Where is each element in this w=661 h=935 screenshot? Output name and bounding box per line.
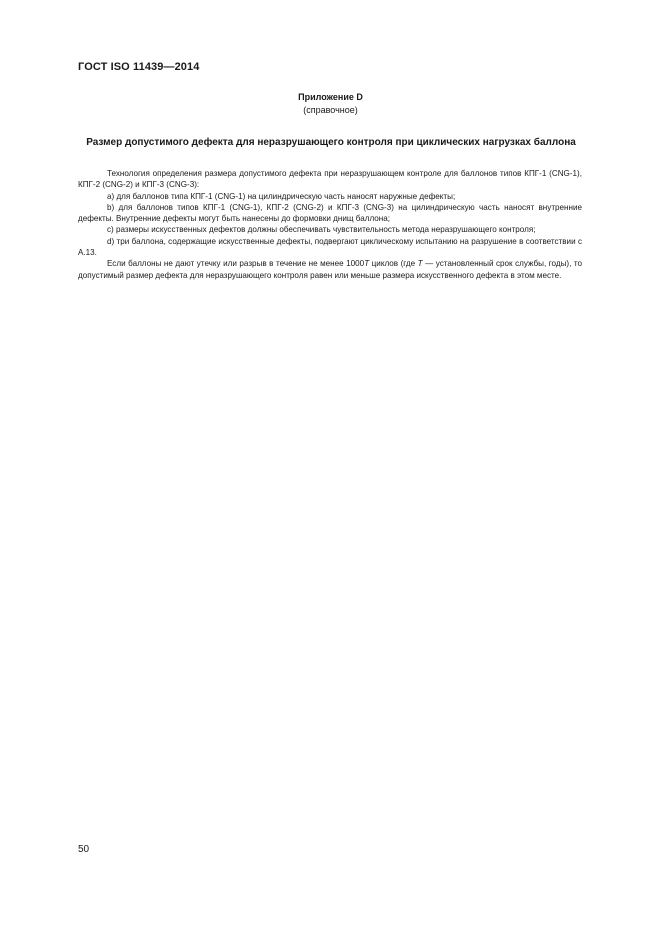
- variable-t: T: [364, 259, 370, 269]
- conclusion-text-1: Если баллоны не дают утечку или разрыв в течение не менее 1000: [107, 259, 365, 269]
- page-number: 50: [78, 844, 90, 855]
- annex-heading: [0, 91, 661, 117]
- list-item-c: с) размеры искусственных дефектов должны обеспечивать чувствительность метода неразрушающего контроля;: [107, 225, 536, 235]
- variable-t: T: [417, 259, 423, 269]
- paragraph-conclusion: [78, 258, 582, 281]
- annex-subtitle: (справочное): [303, 105, 358, 115]
- standard-header: ГОСТ ISO 11439—2014: [78, 61, 200, 73]
- conclusion-text-3: — установленный срок службы, годы), то допустимый размер дефекта для неразрушающего контроля равен или меньше размера искусственного дефекта в этом месте.: [78, 259, 582, 280]
- document-body: [78, 168, 582, 281]
- conclusion-text-2: циклов (где: [369, 259, 418, 269]
- annex-title: Приложение D: [298, 92, 363, 102]
- list-item-b: b) для баллонов типов КПГ-1 (CNG-1), КПГ-2 (CNG-2) и КПГ-3 (CNG-3) на цилиндрическую часть наносят внутренние дефекты. Внутренние дефекты могут быть нанесены до формовки днищ баллона;: [78, 202, 582, 224]
- list-item-d: d) три баллона, содержащие искусственные дефекты, подвергают циклическому испытанию на разрушение в соответствии с А.13.: [78, 236, 582, 258]
- section-title: Размер допустимого дефекта для неразрушающего контроля при циклических нагрузках баллона: [86, 137, 576, 148]
- paragraph-intro: Технология определения размера допустимого дефекта при неразрушающем контроле для баллонов типов КПГ-1 (CNG-1), КПГ-2 (CNG-2) и КПГ-3 (CNG-3):: [78, 169, 582, 190]
- list-item-a: а) для баллонов типа КПГ-1 (CNG-1) на цилиндрическую часть наносят наружные дефекты;: [107, 191, 456, 201]
